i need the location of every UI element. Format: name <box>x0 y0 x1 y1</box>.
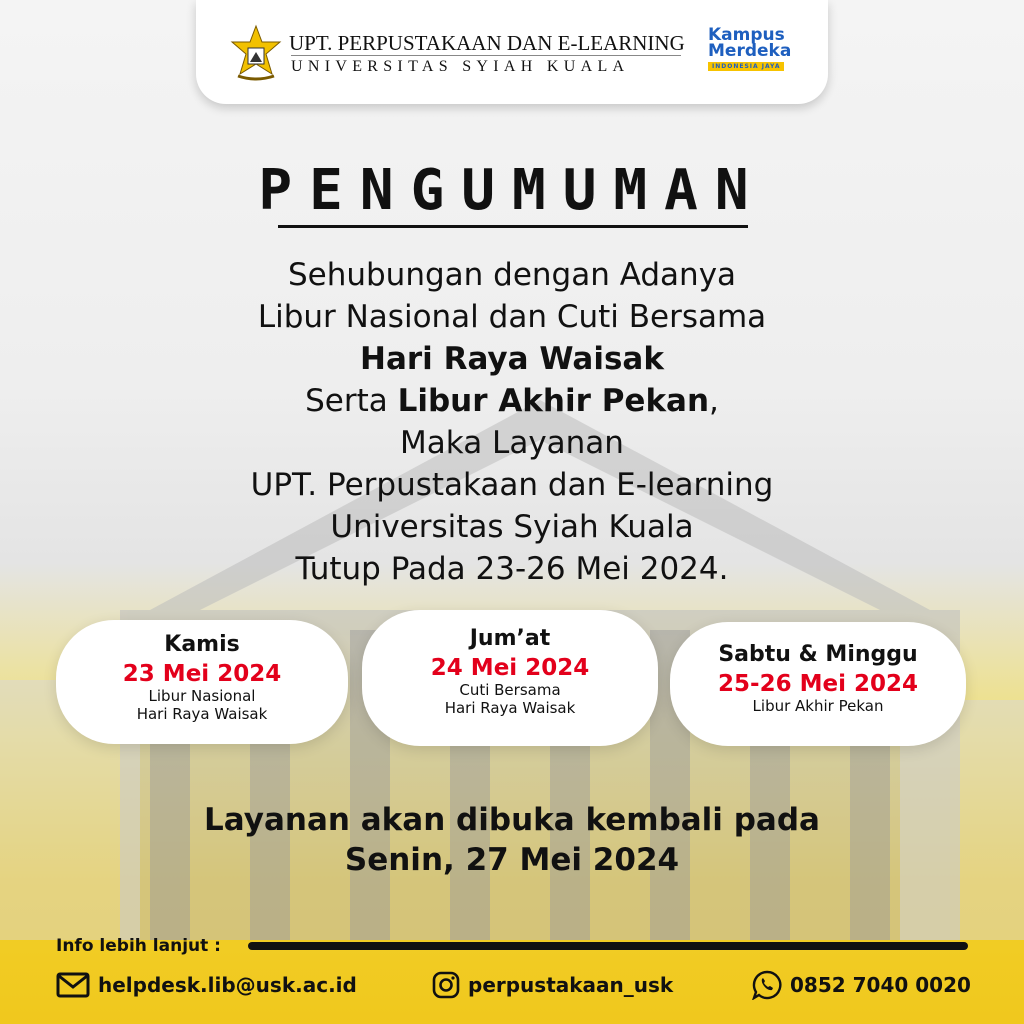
card-day: Jum’at <box>469 626 551 651</box>
schedule-card-thursday <box>56 620 348 744</box>
kampus-merdeka-line2: Merdeka <box>708 41 792 61</box>
whatsapp-icon <box>752 970 782 1000</box>
body-text-prefix: Serta <box>305 383 398 419</box>
announcement-title: PENGUMUMAN <box>258 158 766 223</box>
phone-number[interactable]: 0852 7040 0020 <box>790 973 971 997</box>
reopen-date: Senin, 27 Mei 2024 <box>344 842 680 878</box>
email-address[interactable]: helpdesk.lib@usk.ac.id <box>98 973 357 997</box>
instagram-contact[interactable] <box>432 970 673 1000</box>
body-line-weekend <box>0 380 1024 422</box>
instagram-handle[interactable]: perpustakaan_usk <box>468 973 674 997</box>
info-divider <box>248 942 968 950</box>
schedule-card-weekend <box>670 622 966 746</box>
body-line: Maka Layanan <box>400 425 624 461</box>
body-line: UPT. Perpustakaan dan E-learning <box>250 467 774 503</box>
card-desc: Cuti Bersama <box>459 681 561 699</box>
info-label: Info lebih lanjut : <box>56 936 221 956</box>
header-divider <box>291 55 681 56</box>
whatsapp-contact[interactable] <box>752 970 971 1000</box>
body-text-bold: Libur Akhir Pekan <box>397 383 710 419</box>
instagram-icon <box>432 971 460 999</box>
kampus-merdeka-line1: Kampus <box>708 25 785 45</box>
kampus-merdeka-logo <box>708 26 800 78</box>
card-date: 25-26 Mei 2024 <box>718 671 918 697</box>
card-day: Kamis <box>164 632 240 657</box>
university-seal-icon <box>230 24 282 82</box>
body-text-suffix: , <box>709 383 719 419</box>
body-line: Universitas Syiah Kuala <box>330 509 694 545</box>
card-desc: Libur Nasional <box>148 687 256 705</box>
body-line: Sehubungan dengan Adanya <box>287 257 737 293</box>
reopen-notice <box>0 800 1024 880</box>
mail-icon <box>56 972 90 998</box>
card-desc: Libur Akhir Pekan <box>752 697 884 715</box>
reopen-line: Layanan akan dibuka kembali pada <box>204 802 820 838</box>
card-date: 24 Mei 2024 <box>430 655 590 681</box>
card-desc: Hari Raya Waisak <box>136 705 268 723</box>
announcement-body <box>0 254 1024 590</box>
header-subtitle: UNIVERSITAS SYIAH KUALA <box>291 58 630 75</box>
card-day: Sabtu & Minggu <box>718 642 918 667</box>
card-date: 23 Mei 2024 <box>122 661 282 687</box>
body-line: Libur Nasional dan Cuti Bersama <box>257 299 767 335</box>
title-underline <box>278 225 748 228</box>
card-desc: Hari Raya Waisak <box>444 699 576 717</box>
email-contact[interactable] <box>56 970 357 1000</box>
body-line-holiday: Hari Raya Waisak <box>360 341 664 377</box>
header-title: UPT. PERPUSTAKAAN DAN E-LEARNING <box>289 31 685 55</box>
schedule-card-friday <box>362 610 658 746</box>
body-line-closed-dates: Tutup Pada 23-26 Mei 2024. <box>295 551 729 587</box>
header-bar <box>196 0 828 104</box>
kampus-merdeka-tag: INDONESIA JAYA <box>708 62 784 71</box>
